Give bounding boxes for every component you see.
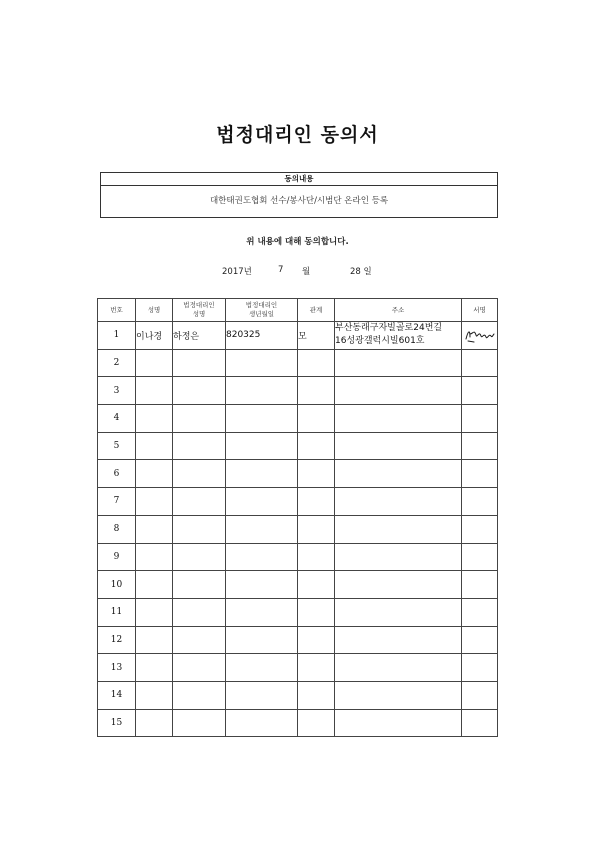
row-number: 13 xyxy=(98,654,136,682)
relation-cell xyxy=(298,405,335,433)
student-name-cell xyxy=(136,377,173,405)
signature-cell xyxy=(462,626,498,654)
student-name-cell xyxy=(136,571,173,599)
relation-cell xyxy=(298,515,335,543)
header-name: 성명 xyxy=(136,299,173,322)
guardian-birth-cell xyxy=(226,432,298,460)
student-name-cell xyxy=(136,626,173,654)
address-cell xyxy=(335,598,462,626)
signature-cell xyxy=(462,432,498,460)
date-month-unit: 월 xyxy=(302,267,311,277)
date-day: 28 일 xyxy=(350,267,372,277)
table-row xyxy=(98,515,498,543)
signature-cell xyxy=(462,322,498,350)
student-name-cell xyxy=(136,349,173,377)
guardian-birth-cell: 820325 xyxy=(226,322,298,350)
student-name-cell xyxy=(136,515,173,543)
guardian-name-cell xyxy=(173,571,226,599)
address-line1: 부산동래구자빌골로24번길 xyxy=(335,323,443,334)
guardian-name-cell xyxy=(173,515,226,543)
guardian-name-cell xyxy=(173,543,226,571)
address-cell xyxy=(335,543,462,571)
guardian-birth-cell xyxy=(226,598,298,626)
signature-cell xyxy=(462,377,498,405)
consent-box xyxy=(100,172,498,218)
guardian-birth-cell xyxy=(226,626,298,654)
row-number: 2 xyxy=(98,349,136,377)
header-guardian-birth xyxy=(226,299,298,322)
student-name-cell xyxy=(136,488,173,516)
row-number: 14 xyxy=(98,681,136,709)
relation-cell xyxy=(298,543,335,571)
student-name-cell xyxy=(136,432,173,460)
guardian-birth-cell xyxy=(226,571,298,599)
signature-cell xyxy=(462,709,498,737)
row-number: 12 xyxy=(98,626,136,654)
address-cell xyxy=(335,654,462,682)
guardian-birth-cell xyxy=(226,405,298,433)
table-row xyxy=(98,488,498,516)
table-row xyxy=(98,654,498,682)
row-number: 4 xyxy=(98,405,136,433)
row-number: 5 xyxy=(98,432,136,460)
student-name-cell xyxy=(136,709,173,737)
guardian-name-cell xyxy=(173,460,226,488)
signature-cell xyxy=(462,460,498,488)
agreement-statement: 위 내용에 대해 동의합니다. xyxy=(246,237,349,247)
header-guardian-birth-line1: 법정대리인 xyxy=(245,301,278,309)
table-row xyxy=(98,709,498,737)
student-name-cell xyxy=(136,598,173,626)
student-name-cell xyxy=(136,681,173,709)
date-year: 2017년 xyxy=(222,267,252,277)
table-row xyxy=(98,598,498,626)
student-name-cell xyxy=(136,405,173,433)
relation-cell xyxy=(298,626,335,654)
signature-cell xyxy=(462,349,498,377)
address-cell xyxy=(335,432,462,460)
header-signature: 서명 xyxy=(462,299,498,322)
guardian-birth-cell xyxy=(226,488,298,516)
relation-cell xyxy=(298,460,335,488)
table-row xyxy=(98,432,498,460)
guardian-table xyxy=(97,298,498,737)
row-number: 9 xyxy=(98,543,136,571)
table-row xyxy=(98,543,498,571)
table-row xyxy=(98,681,498,709)
table-row xyxy=(98,405,498,433)
signature-cell xyxy=(462,598,498,626)
address-cell xyxy=(335,405,462,433)
address-cell xyxy=(335,709,462,737)
signature-cell xyxy=(462,543,498,571)
header-guardian-name-line1: 법정대리인 xyxy=(183,301,215,309)
guardian-name-cell xyxy=(173,488,226,516)
consent-header: 동의내용 xyxy=(101,173,497,186)
guardian-birth-cell xyxy=(226,543,298,571)
row-number: 6 xyxy=(98,460,136,488)
relation-cell xyxy=(298,654,335,682)
signature-cell xyxy=(462,405,498,433)
student-name-cell xyxy=(136,460,173,488)
guardian-name-cell: 하정은 xyxy=(173,322,226,350)
address-cell xyxy=(335,571,462,599)
guardian-birth-cell xyxy=(226,377,298,405)
table-row xyxy=(98,322,498,350)
guardian-name-cell xyxy=(173,709,226,737)
table-row xyxy=(98,571,498,599)
row-number: 1 xyxy=(98,322,136,350)
header-guardian-birth-line2: 생년월일 xyxy=(248,310,275,318)
relation-cell xyxy=(298,377,335,405)
guardian-birth-cell xyxy=(226,349,298,377)
guardian-name-cell xyxy=(173,349,226,377)
row-number: 8 xyxy=(98,515,136,543)
address-cell xyxy=(335,322,462,350)
guardian-birth-cell xyxy=(226,460,298,488)
guardian-birth-cell xyxy=(226,709,298,737)
table-row xyxy=(98,460,498,488)
date-month: 7 xyxy=(278,265,284,275)
row-number: 3 xyxy=(98,377,136,405)
address-cell xyxy=(335,460,462,488)
handwritten-signature xyxy=(464,325,496,345)
guardian-name-cell xyxy=(173,432,226,460)
header-number: 번호 xyxy=(98,299,136,322)
relation-cell xyxy=(298,681,335,709)
header-address: 주소 xyxy=(335,299,462,322)
relation-cell xyxy=(298,349,335,377)
guardian-name-cell xyxy=(173,405,226,433)
guardian-name-cell xyxy=(173,654,226,682)
student-name-cell xyxy=(136,654,173,682)
row-number: 10 xyxy=(98,571,136,599)
signature-cell xyxy=(462,654,498,682)
row-number: 7 xyxy=(98,488,136,516)
address-cell xyxy=(335,681,462,709)
table-row xyxy=(98,626,498,654)
address-cell xyxy=(335,349,462,377)
relation-cell xyxy=(298,488,335,516)
student-name-cell: 이나경 xyxy=(136,322,173,350)
header-relation: 관계 xyxy=(298,299,335,322)
signature-cell xyxy=(462,681,498,709)
header-guardian-name xyxy=(173,299,226,322)
student-name-cell xyxy=(136,543,173,571)
relation-cell xyxy=(298,598,335,626)
relation-cell: 모 xyxy=(298,322,335,350)
guardian-name-cell xyxy=(173,626,226,654)
signature-cell xyxy=(462,571,498,599)
row-number: 15 xyxy=(98,709,136,737)
table-header-row xyxy=(98,299,498,322)
relation-cell xyxy=(298,709,335,737)
address-cell xyxy=(335,488,462,516)
row-number: 11 xyxy=(98,598,136,626)
table-row xyxy=(98,377,498,405)
header-guardian-name-line2: 성명 xyxy=(192,310,206,318)
guardian-name-cell xyxy=(173,681,226,709)
address-line2: 16성광갤럭시빌601호 xyxy=(335,336,425,347)
relation-cell xyxy=(298,432,335,460)
address-cell xyxy=(335,626,462,654)
signature-cell xyxy=(462,515,498,543)
table-row xyxy=(98,349,498,377)
relation-cell xyxy=(298,571,335,599)
signature-cell xyxy=(462,488,498,516)
guardian-name-cell xyxy=(173,377,226,405)
guardian-birth-cell xyxy=(226,654,298,682)
page-title: 법정대리인 동의서 xyxy=(216,124,379,146)
guardian-name-cell xyxy=(173,598,226,626)
guardian-birth-cell xyxy=(226,681,298,709)
address-cell xyxy=(335,377,462,405)
guardian-birth-cell xyxy=(226,515,298,543)
consent-content: 대한태권도협회 선수/봉사단/시범단 온라인 등록 xyxy=(209,196,389,206)
address-cell xyxy=(335,515,462,543)
